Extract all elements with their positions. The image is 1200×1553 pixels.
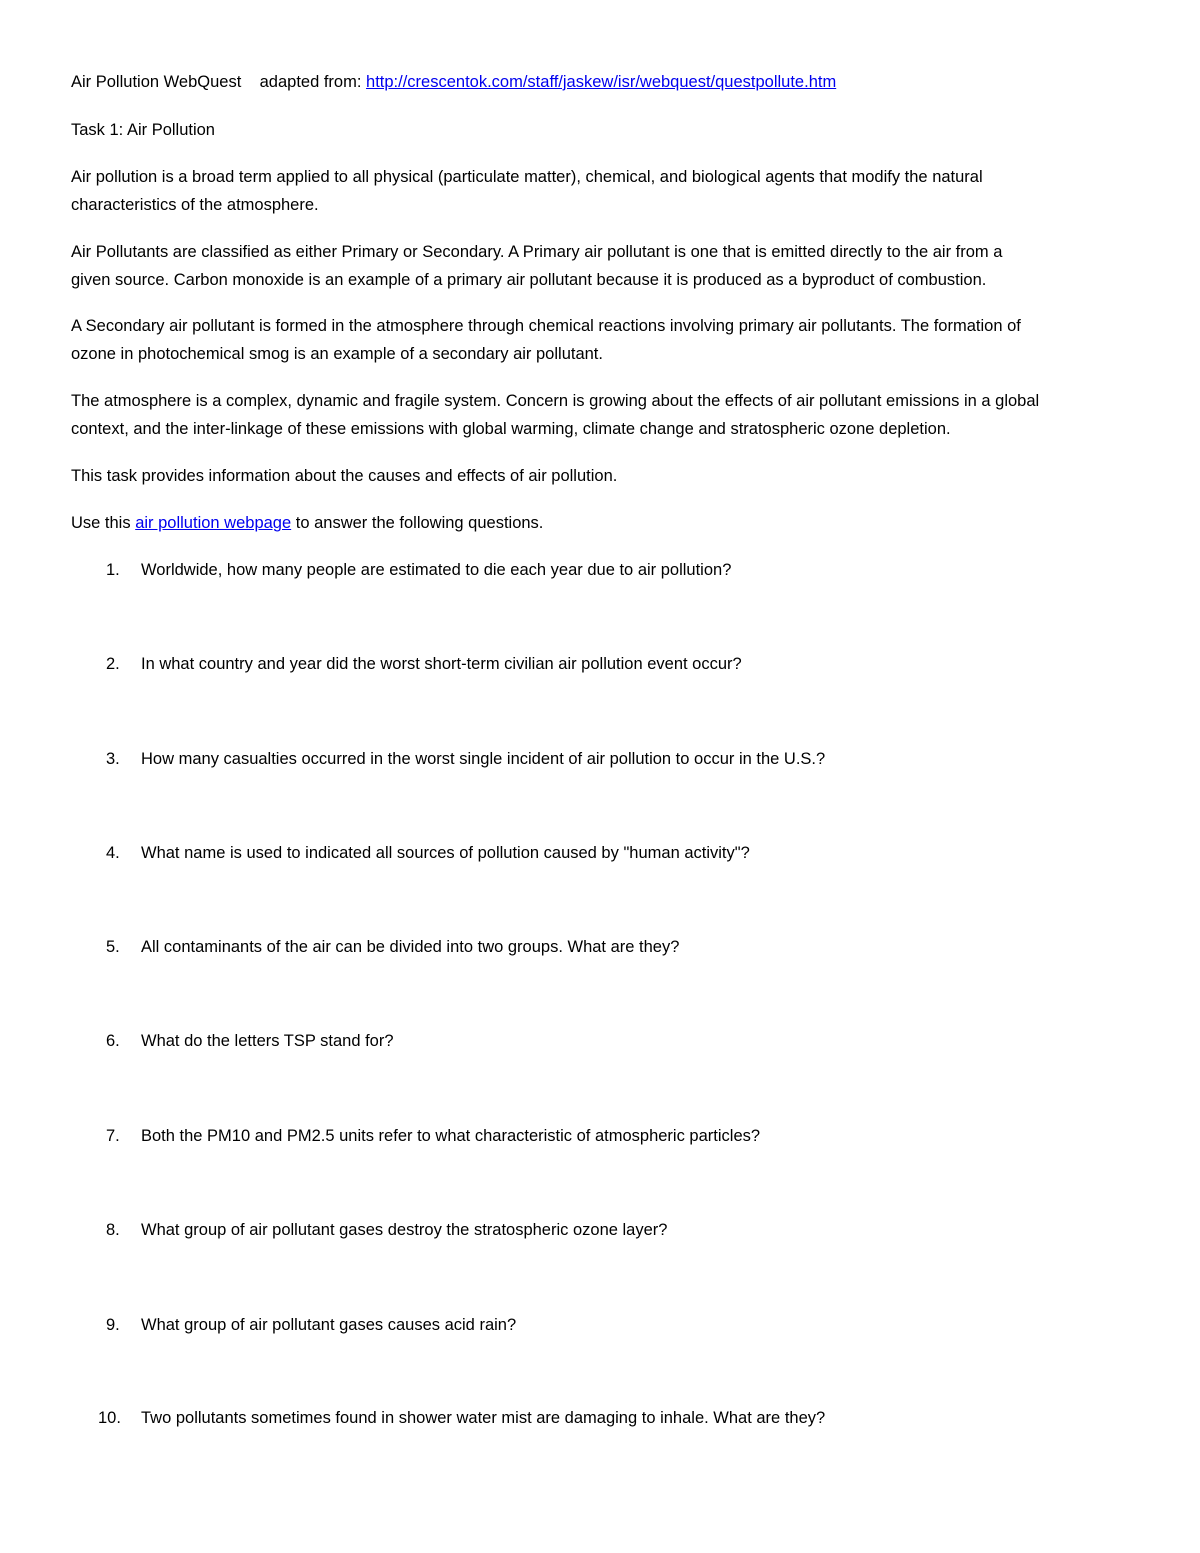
question-number: 7. xyxy=(106,1127,120,1145)
paragraph-2-line-2: given source. Carbon monoxide is an example of a primary air pollutant because it is produced as a byproduct of combustion. xyxy=(71,271,987,289)
paragraph-4-line-1: The atmosphere is a complex, dynamic and fragile system. Concern is growing about the effects of air pollutant emissions in a global xyxy=(71,392,1040,410)
paragraph-1-line-1: Air pollution is a broad term applied to all physical (particulate matter), chemical, and biological agents that modify the natural xyxy=(71,168,983,186)
question-text: What group of air pollutant gases causes acid rain? xyxy=(141,1316,517,1334)
question-number: 10. xyxy=(98,1409,121,1427)
instruction-line xyxy=(71,509,543,537)
question-number: 3. xyxy=(106,750,120,768)
question-number: 4. xyxy=(106,844,120,862)
question-number: 6. xyxy=(106,1032,120,1050)
question-number: 1. xyxy=(106,561,120,579)
question-text: In what country and year did the worst short-term civilian air pollution event occur? xyxy=(141,655,742,673)
question-text: Two pollutants sometimes found in shower water mist are damaging to inhale. What are they? xyxy=(141,1409,826,1427)
question-text: How many casualties occurred in the worst single incident of air pollution to occur in the U.S.? xyxy=(141,750,826,768)
question-number: 2. xyxy=(106,655,120,673)
air-pollution-webpage-link[interactable]: air pollution webpage xyxy=(135,514,292,532)
header-line xyxy=(71,68,836,96)
paragraph-5: This task provides information about the causes and effects of air pollution. xyxy=(71,467,618,485)
question-text: Both the PM10 and PM2.5 units refer to what characteristic of atmospheric particles? xyxy=(141,1127,761,1145)
instruction-suffix: to answer the following questions. xyxy=(295,514,544,532)
instruction-prefix: Use this xyxy=(71,514,131,532)
task-title: Task 1: Air Pollution xyxy=(71,121,215,139)
question-text: What do the letters TSP stand for? xyxy=(141,1032,394,1050)
paragraph-3-line-2: ozone in photochemical smog is an example of a secondary air pollutant. xyxy=(71,345,603,363)
source-link[interactable]: http://crescentok.com/staff/jaskew/isr/webquest/questpollute.htm xyxy=(366,73,837,91)
paragraph-2-line-1: Air Pollutants are classified as either Primary or Secondary. A Primary air pollutant is one that is emitted directly to the air from a xyxy=(71,243,1003,261)
question-text: All contaminants of the air can be divided into two groups. What are they? xyxy=(141,938,680,956)
adapted-label: adapted from: xyxy=(259,73,362,91)
question-number: 8. xyxy=(106,1221,120,1239)
question-number: 5. xyxy=(106,938,120,956)
question-text: Worldwide, how many people are estimated to die each year due to air pollution? xyxy=(141,561,732,579)
paragraph-1-line-2: characteristics of the atmosphere. xyxy=(71,196,319,214)
question-text: What name is used to indicated all sources of pollution caused by "human activity"? xyxy=(141,844,750,862)
doc-title: Air Pollution WebQuest xyxy=(71,73,242,91)
paragraph-4-line-2: context, and the inter-linkage of these emissions with global warming, climate change and stratospheric ozone depletion. xyxy=(71,420,951,438)
question-number: 9. xyxy=(106,1316,120,1334)
question-text: What group of air pollutant gases destroy the stratospheric ozone layer? xyxy=(141,1221,668,1239)
paragraph-3-line-1: A Secondary air pollutant is formed in the atmosphere through chemical reactions involving primary air pollutants. The formation of xyxy=(71,317,1021,335)
